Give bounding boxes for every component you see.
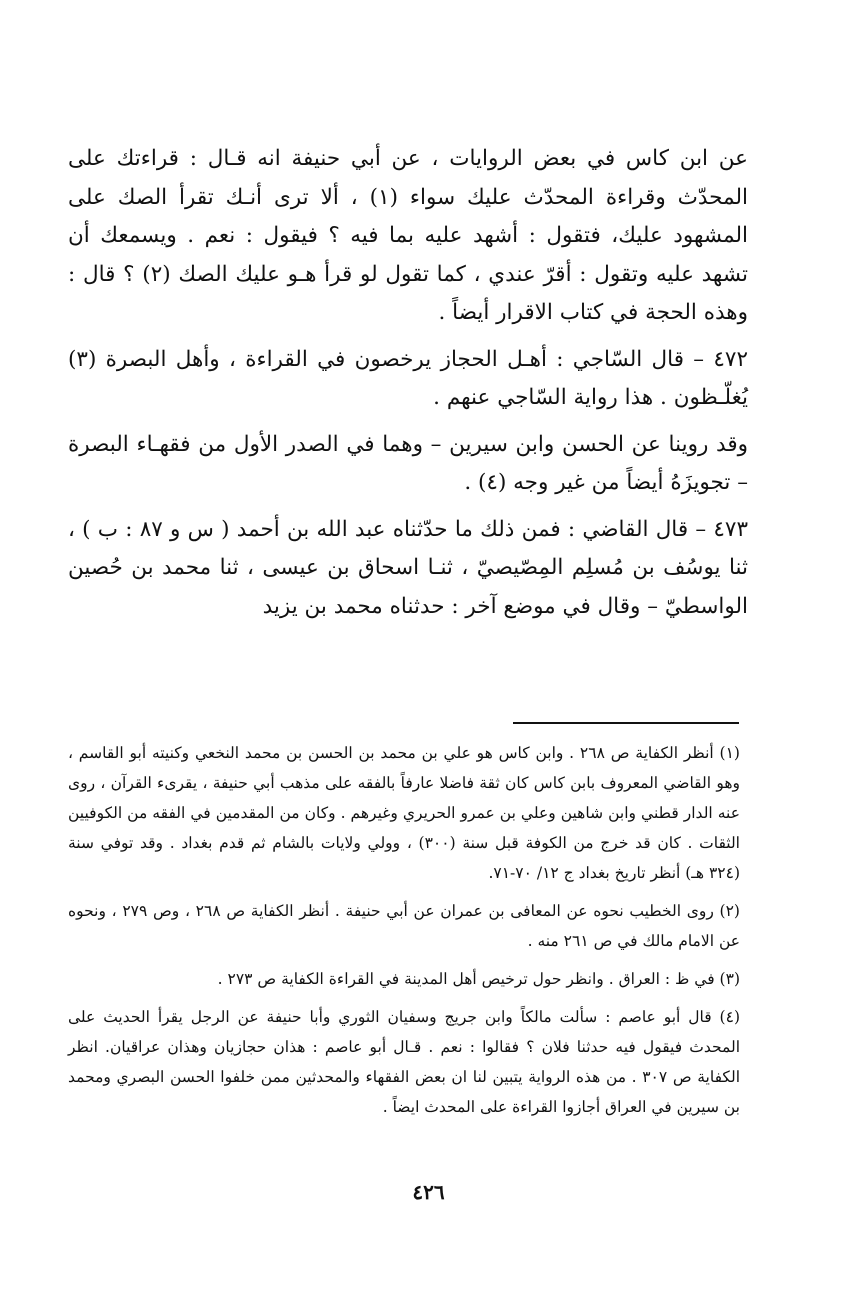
footnote-1: (١) أنظر الكفاية ص ٢٦٨ . وابن كاس هو علي بن محمد بن الحسن بن محمد النخعي وكنيته أبو القاسم ، وهو القاضي المعروف بابن كاس كان ثقة فاضلا عارفاً بالفقه على مذهب أبي حنيفة ، يقرىء القرآن ، روى عنه الدار قطني وابن شاهين وعلي بن عمرو الحريري وغيرهم . وكان من المقدمين في الفقه من الكوفيين الثقات . كان قد خرج من الكوفة قبل سنة (٣٠٠) ، وولي ولايات بالشام ثم قدم بغداد . وقد توفي سنة (٣٢٤ هـ) أنظر تاريخ بغداد ج ١٢/ ٧٠-٧١.	[68, 744, 740, 882]
footnote-3: (٣) في ظ : العراق . وانظر حول ترخيص أهل المدينة في القراءة الكفاية ص ٢٧٣ .	[217, 970, 740, 988]
paragraph-basra: وقد روينا عن الحسن وابن سيرين – وهما في الصدر الأول من فقهـاء البصرة – تجويزَهُ أيضاً من غير وجه (٤) .	[68, 431, 748, 495]
footnote-separator	[513, 722, 739, 724]
page-number: ٤٢٦	[412, 1180, 445, 1204]
footnote-4: (٤) قال أبو عاصم : سألت مالكاً وابن جريج وسفيان الثوري وأبا حنيفة عن الرجل يقرأ الحديث على المحدث فيقول فيه حدثنا فلان ؟ فقالوا : نعم . قـال أبو عاصم : هذان حجازيان وهذان عراقيان. انظر الكفاية ص ٣٠٧ . من هذه الرواية يتبين لنا ان بعض الفقهاء والمحدثين ممن خلفوا الحسن البصري ومحمد بن سيرين في العراق أجازوا القراءة على المحدث ايضاً .	[68, 1008, 740, 1116]
paragraph-472: ٤٧٢ – قال السّاجي : أهـل الحجاز يرخصون في القراءة ، وأهل البصرة (٣) يُغلّـظون . هذا رواية السّاجي عنهم .	[68, 346, 748, 410]
footnotes	[68, 738, 740, 1130]
footnote-2: (٢) روى الخطيب نحوه عن المعافى بن عمران عن أبي حنيفة . أنظر الكفاية ص ٢٦٨ ، وص ٢٧٩ ، ونحوه عن الامام مالك في ص ٢٦١ منه .	[68, 902, 740, 950]
main-text	[68, 140, 748, 634]
paragraph-473: ٤٧٣ – قال القاضي : فمن ذلك ما حدّثناه عبد الله بن أحمد ( س و ٨٧ : ب ) ، ثنا يوسُف بن مُسلِم المِصّيصيّ ، ثنـا اسحاق بن عيسى ، ثنا محمد بن حُصين الواسطيّ – وقال في موضع آخر : حدثناه محمد بن يزيد	[68, 516, 748, 619]
paragraph-intro: عن ابن كاس في بعض الروايات ، عن أبي حنيفة انه قـال : قراءتك على المحدّث وقراءة المحدّث عليك سواء (١) ، ألا ترى أنـك تقرأ الصك على المشهود عليك، فتقول : أشهد عليه بما فيه ؟ فيقول : نعم . ويسمعك أن تشهد عليه وتقول : أقرّ عندي ، كما تقول لو قرأ هـو عليك الصك (٢) ؟ قال : وهذه الحجة في كتاب الاقرار أيضاً .	[68, 146, 749, 325]
